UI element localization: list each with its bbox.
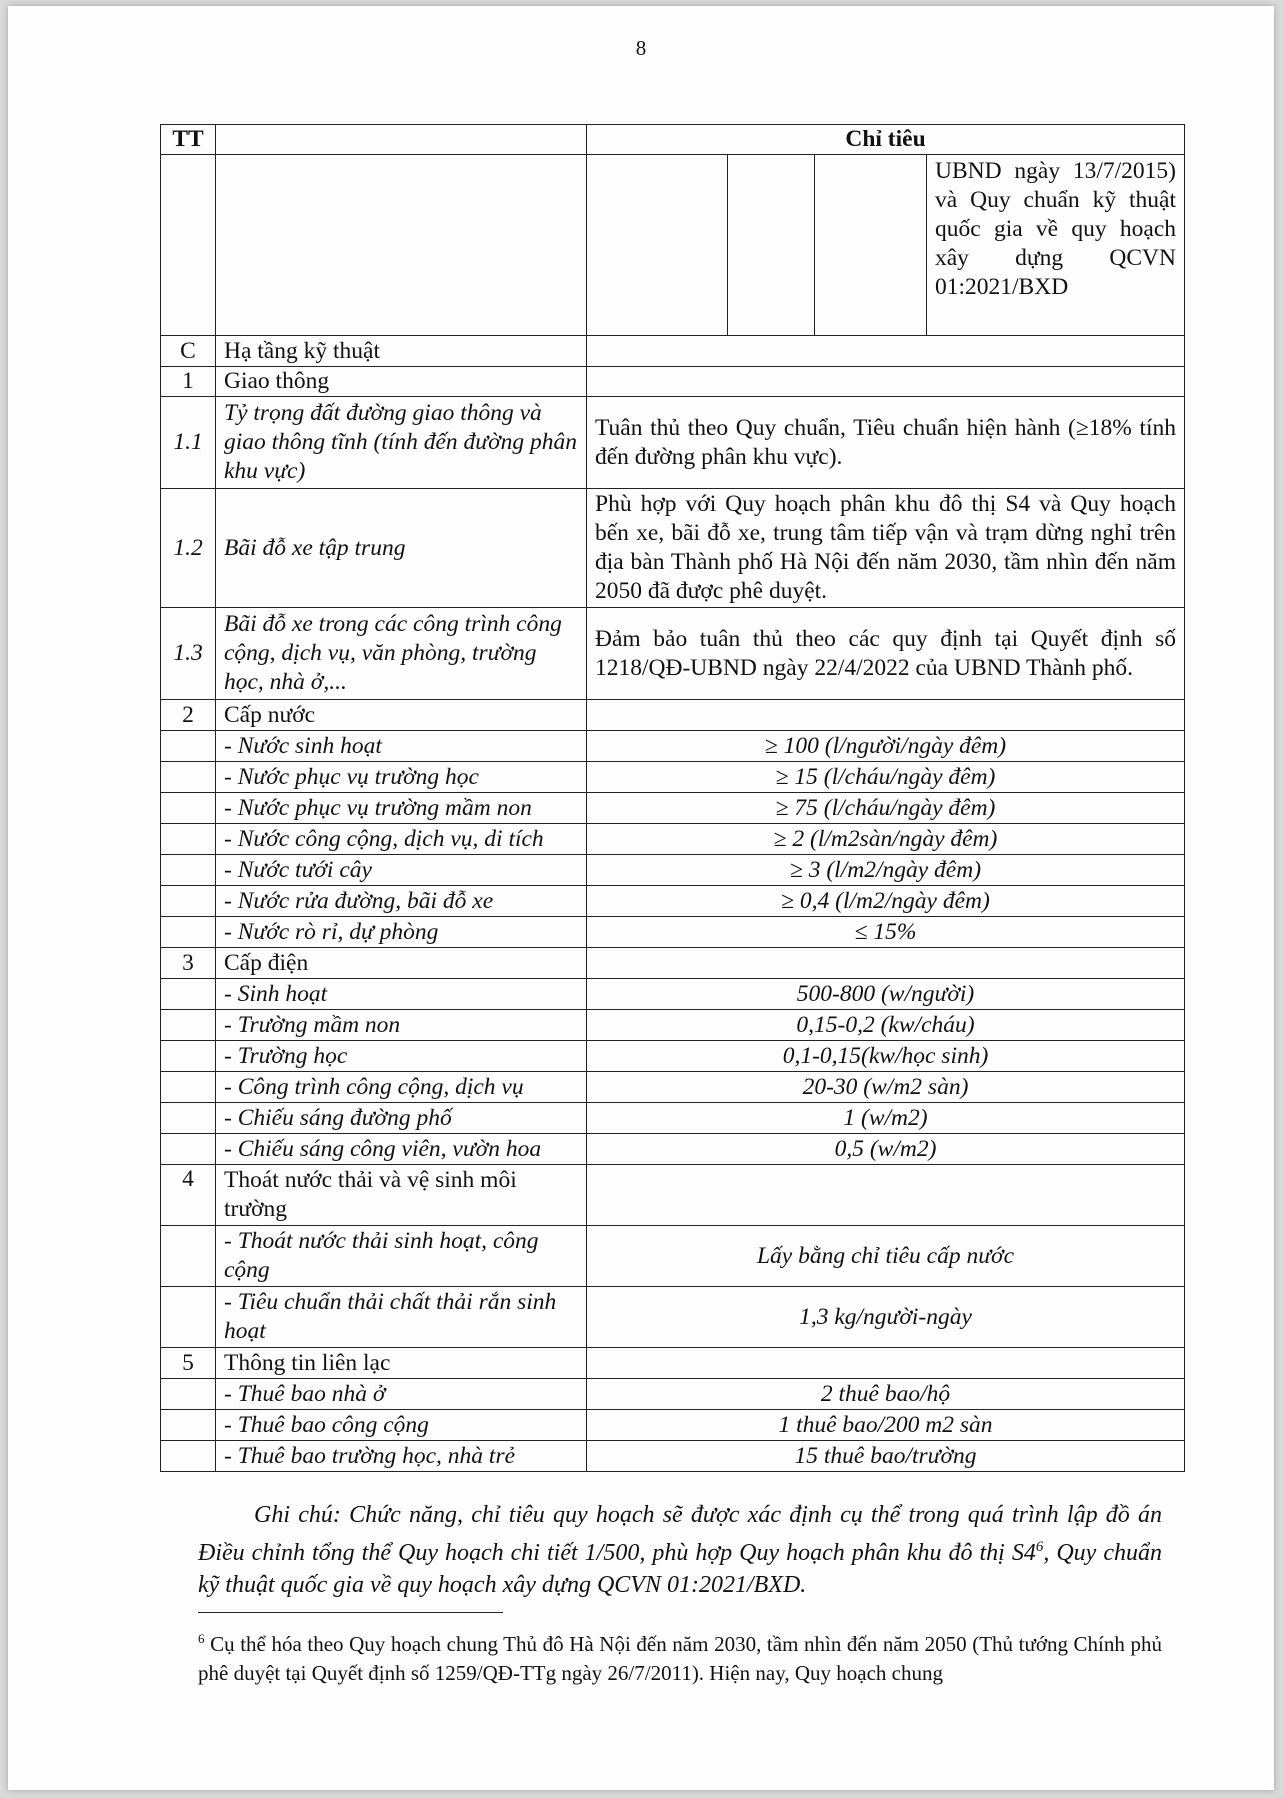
row-name: - Trường mầm non — [216, 1010, 587, 1041]
table-row — [161, 336, 1185, 367]
row-value: 1,3 kg/người-ngày — [587, 1287, 1185, 1348]
row-value: ≤ 15% — [587, 917, 1185, 948]
table-row — [161, 700, 1185, 731]
row-value: ≥ 2 (l/m2sàn/ngày đêm) — [587, 824, 1185, 855]
row-tt: 5 — [161, 1348, 216, 1379]
table-row — [161, 731, 1185, 762]
row-name: Giao thông — [216, 367, 587, 397]
row-tt: 1.3 — [161, 608, 216, 700]
row-name: Bãi đỗ xe tập trung — [216, 489, 587, 608]
row-tt — [161, 1287, 216, 1348]
table-row — [161, 762, 1185, 793]
table-row — [161, 1379, 1185, 1410]
row-name: - Thuê bao nhà ở — [216, 1379, 587, 1410]
row-value: ≥ 3 (l/m2/ngày đêm) — [587, 855, 1185, 886]
row-value: 1 thuê bao/200 m2 sàn — [587, 1410, 1185, 1441]
row-name: - Nước tưới cây — [216, 855, 587, 886]
table-row — [161, 1441, 1185, 1472]
continuation-sub-cell-3 — [815, 155, 927, 336]
page-number: 8 — [635, 36, 647, 60]
row-tt — [161, 1134, 216, 1165]
footnote — [198, 1624, 1162, 1688]
row-name: - Sinh hoạt — [216, 979, 587, 1010]
row-tt: C — [161, 336, 216, 367]
table-row — [161, 1226, 1185, 1287]
row-value: 2 thuê bao/hộ — [587, 1379, 1185, 1410]
row-name: - Chiếu sáng công viên, vườn hoa — [216, 1134, 587, 1165]
footnote-marker: 6 — [198, 1631, 205, 1646]
header-tt: TT — [161, 125, 216, 155]
continuation-name-cell — [216, 155, 587, 336]
row-value — [587, 1348, 1185, 1379]
table-row — [161, 1072, 1185, 1103]
footnote-reference[interactable]: 6 — [1035, 1539, 1044, 1555]
row-tt — [161, 793, 216, 824]
row-tt — [161, 855, 216, 886]
footnote-divider — [198, 1612, 503, 1613]
row-tt: 1 — [161, 367, 216, 397]
table-row — [161, 855, 1185, 886]
note-text-after: , Quy chuẩn kỹ thuật quốc gia về quy hoạch xây dựng QCVN 01:2021/BXD. — [198, 1540, 1162, 1598]
table-row — [161, 1041, 1185, 1072]
footnote-text: Cụ thể hóa theo Quy hoạch chung Thủ đô Hà Nội đến năm 2030, tầm nhìn đến năm 2050 (Thủ tướng Chính phủ phê duyệt tại Quyết định số 1259/QĐ-TTg ngày 26/7/2011). Hiện nay, Quy hoạch chung — [198, 1632, 1162, 1685]
row-value: ≥ 0,4 (l/m2/ngày đêm) — [587, 886, 1185, 917]
continuation-sub-cell-2 — [728, 155, 815, 336]
row-name: - Thuê bao công cộng — [216, 1410, 587, 1441]
table-row — [161, 948, 1185, 979]
table-row — [161, 886, 1185, 917]
table-row — [161, 979, 1185, 1010]
table-row — [161, 824, 1185, 855]
row-name: Cấp nước — [216, 700, 587, 731]
specification-table — [160, 124, 1185, 1472]
row-tt — [161, 1410, 216, 1441]
continuation-tt-cell — [161, 155, 216, 336]
table-row — [161, 1348, 1185, 1379]
row-name: - Thoát nước thải sinh hoạt, công cộng — [216, 1226, 587, 1287]
row-tt: 1.1 — [161, 397, 216, 489]
row-name: - Chiếu sáng đường phố — [216, 1103, 587, 1134]
continuation-row — [161, 155, 1185, 336]
header-blank — [216, 125, 587, 155]
row-value — [587, 700, 1185, 731]
row-tt — [161, 731, 216, 762]
row-name: - Nước phục vụ trường học — [216, 762, 587, 793]
table-row — [161, 1410, 1185, 1441]
row-tt — [161, 1379, 216, 1410]
row-name: Thoát nước thải và vệ sinh môi trường — [216, 1165, 587, 1226]
table-row — [161, 1010, 1185, 1041]
row-value: Lấy bằng chỉ tiêu cấp nước — [587, 1226, 1185, 1287]
row-tt — [161, 1072, 216, 1103]
row-name: Tỷ trọng đất đường giao thông và giao thông tĩnh (tính đến đường phân khu vực) — [216, 397, 587, 489]
row-name: - Nước công cộng, dịch vụ, di tích — [216, 824, 587, 855]
row-name: Thông tin liên lạc — [216, 1348, 587, 1379]
table-row — [161, 397, 1185, 489]
row-value — [587, 367, 1185, 397]
row-value: 0,15-0,2 (kw/cháu) — [587, 1010, 1185, 1041]
note-text: Ghi chú: Chức năng, chỉ tiêu quy hoạch sẽ được xác định cụ thể trong quá trình lập đồ án Điều chỉnh tổng thể Quy hoạch chi tiết 1/500, phù hợp Quy hoạch phân khu đô thị S4 — [198, 1502, 1162, 1566]
table-row — [161, 489, 1185, 608]
table-row — [161, 1287, 1185, 1348]
row-value: 500-800 (w/người) — [587, 979, 1185, 1010]
row-value: Tuân thủ theo Quy chuẩn, Tiêu chuẩn hiện hành (≥18% tính đến đường phân khu vực). — [587, 397, 1185, 489]
row-value: 0,1-0,15(kw/học sinh) — [587, 1041, 1185, 1072]
row-name: Bãi đỗ xe trong các công trình công cộng, dịch vụ, văn phòng, trường học, nhà ở,... — [216, 608, 587, 700]
row-name: - Trường học — [216, 1041, 587, 1072]
table-row — [161, 793, 1185, 824]
row-value: 15 thuê bao/trường — [587, 1441, 1185, 1472]
row-tt: 1.2 — [161, 489, 216, 608]
table-row — [161, 608, 1185, 700]
row-tt: 3 — [161, 948, 216, 979]
row-value: Đảm bảo tuân thủ theo các quy định tại Quyết định số 1218/QĐ-UBND ngày 22/4/2022 của UBND Thành phố. — [587, 608, 1185, 700]
table-row — [161, 367, 1185, 397]
row-tt: 2 — [161, 700, 216, 731]
table-row — [161, 917, 1185, 948]
row-tt — [161, 917, 216, 948]
row-name: - Công trình công cộng, dịch vụ — [216, 1072, 587, 1103]
row-name: Cấp điện — [216, 948, 587, 979]
row-name: - Tiêu chuẩn thải chất thải rắn sinh hoạt — [216, 1287, 587, 1348]
row-name: - Thuê bao trường học, nhà trẻ — [216, 1441, 587, 1472]
row-value: ≥ 15 (l/cháu/ngày đêm) — [587, 762, 1185, 793]
row-value: 20-30 (w/m2 sàn) — [587, 1072, 1185, 1103]
table-row — [161, 1103, 1185, 1134]
row-name: - Nước phục vụ trường mầm non — [216, 793, 587, 824]
row-value: ≥ 75 (l/cháu/ngày đêm) — [587, 793, 1185, 824]
continuation-sub-cell-1 — [587, 155, 728, 336]
row-tt — [161, 824, 216, 855]
row-tt — [161, 1441, 216, 1472]
row-tt — [161, 762, 216, 793]
continuation-text: UBND ngày 13/7/2015) và Quy chuẩn kỹ thuật quốc gia về quy hoạch xây dựng QCVN 01:2021/BXD — [927, 155, 1185, 336]
row-tt: 4 — [161, 1165, 216, 1226]
row-name: - Nước rửa đường, bãi đỗ xe — [216, 886, 587, 917]
row-tt — [161, 1010, 216, 1041]
note-paragraph — [198, 1499, 1162, 1601]
table-header-row — [161, 125, 1185, 155]
header-chi-tieu: Chỉ tiêu — [587, 125, 1185, 155]
row-tt — [161, 1041, 216, 1072]
row-tt — [161, 979, 216, 1010]
row-value: Phù hợp với Quy hoạch phân khu đô thị S4 và Quy hoạch bến xe, bãi đỗ xe, trung tâm tiếp vận và trạm dừng nghỉ trên địa bàn Thành phố Hà Nội đến năm 2030, tầm nhìn đến năm 2050 đã được phê duyệt. — [587, 489, 1185, 608]
row-tt — [161, 886, 216, 917]
row-value — [587, 1165, 1185, 1226]
table-row — [161, 1165, 1185, 1226]
row-value: 0,5 (w/m2) — [587, 1134, 1185, 1165]
table-row — [161, 1134, 1185, 1165]
row-name: - Nước rò rỉ, dự phòng — [216, 917, 587, 948]
row-value — [587, 336, 1185, 367]
row-value: 1 (w/m2) — [587, 1103, 1185, 1134]
row-name: Hạ tầng kỹ thuật — [216, 336, 587, 367]
row-name: - Nước sinh hoạt — [216, 731, 587, 762]
row-value — [587, 948, 1185, 979]
row-tt — [161, 1103, 216, 1134]
row-value: ≥ 100 (l/người/ngày đêm) — [587, 731, 1185, 762]
row-tt — [161, 1226, 216, 1287]
document-page — [8, 6, 1274, 1790]
